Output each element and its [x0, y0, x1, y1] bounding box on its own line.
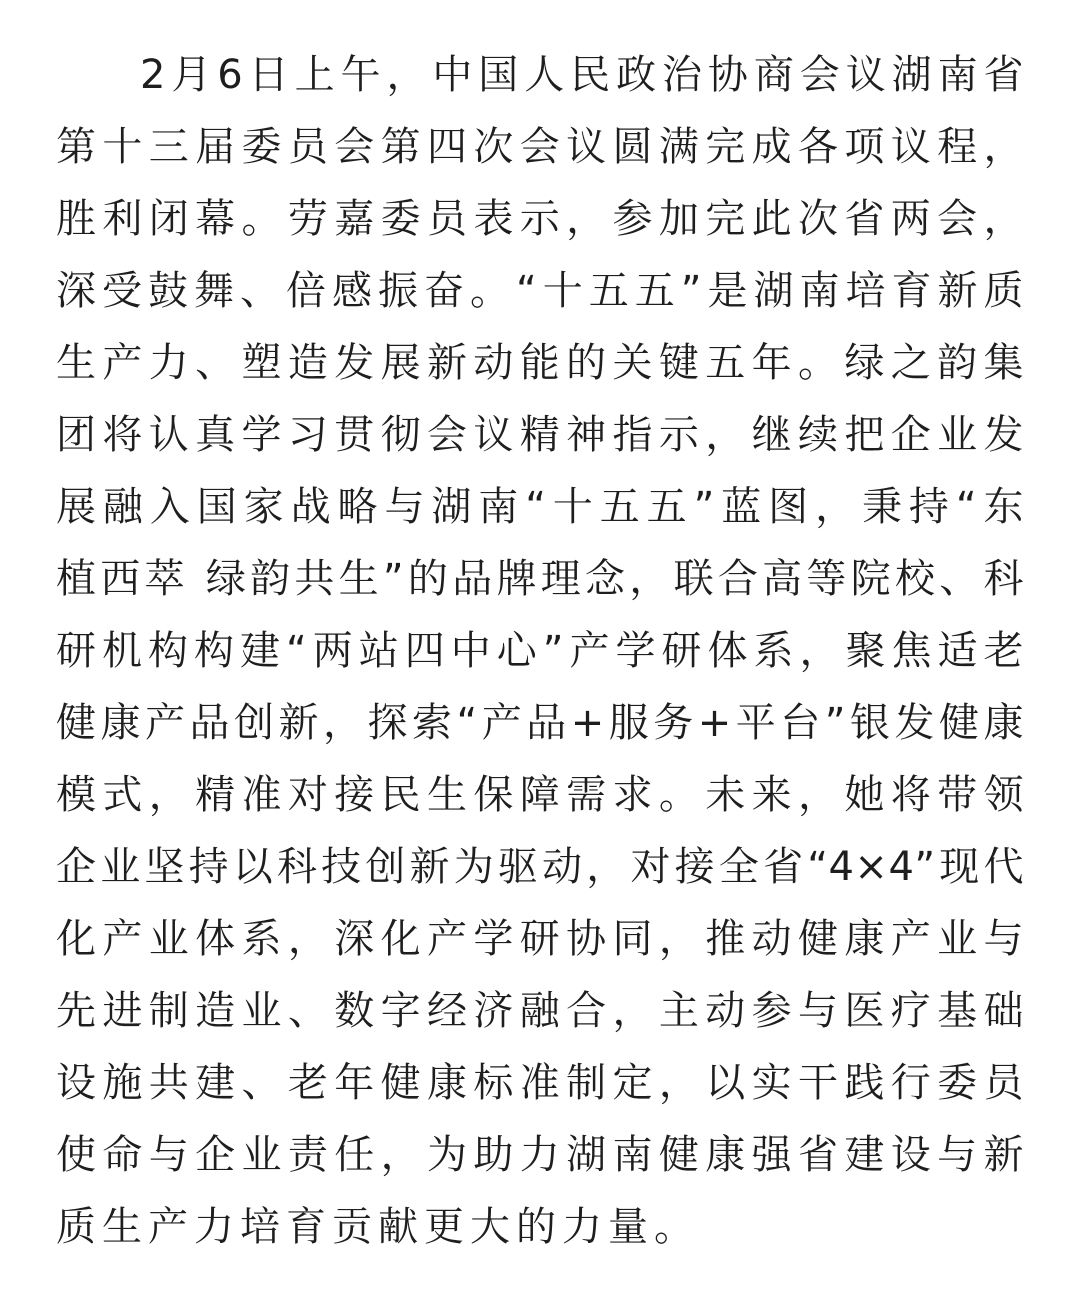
paragraph-line: 先进制造业、数字经济融合，主动参与医疗基础 — [56, 988, 1024, 1034]
paragraph-line: 胜利闭幕。劳嘉委员表示，参加完此次省两会， — [56, 196, 1024, 242]
paragraph-line: 深受鼓舞、倍感振奋。“十五五”是湖南培育新质 — [56, 268, 1024, 314]
paragraph-line: 2月6日上午，中国人民政治协商会议湖南省 — [140, 52, 1024, 98]
paragraph-line: 化产业体系，深化产学研协同，推动健康产业与 — [56, 916, 1024, 962]
paragraph-line: 模式，精准对接民生保障需求。未来，她将带领 — [56, 772, 1024, 818]
paragraph-line: 企业坚持以科技创新为驱动，对接全省“4×4”现代 — [56, 844, 1024, 890]
paragraph-line: 生产力、塑造发展新动能的关键五年。绿之韵集 — [56, 340, 1024, 386]
paragraph-line-last: 质生产力培育贡献更大的力量。 — [56, 1204, 700, 1250]
paragraph-line: 使命与企业责任，为助力湖南健康强省建设与新 — [56, 1132, 1024, 1178]
paragraph-line: 研机构构建“两站四中心”产学研体系，聚焦适老 — [56, 628, 1024, 674]
paragraph-line: 第十三届委员会第四次会议圆满完成各项议程， — [56, 124, 1024, 170]
paragraph-line: 团将认真学习贯彻会议精神指示，继续把企业发 — [56, 412, 1024, 458]
paragraph-line: 植西萃 绿韵共生”的品牌理念，联合高等院校、科 — [56, 556, 1024, 602]
paragraph-line: 展融入国家战略与湖南“十五五”蓝图，秉持“东 — [56, 484, 1024, 530]
paragraph-line: 设施共建、老年健康标准制定，以实干践行委员 — [56, 1060, 1024, 1106]
paragraph-line: 健康产品创新，探索“产品+服务+平台”银发健康 — [56, 700, 1024, 746]
